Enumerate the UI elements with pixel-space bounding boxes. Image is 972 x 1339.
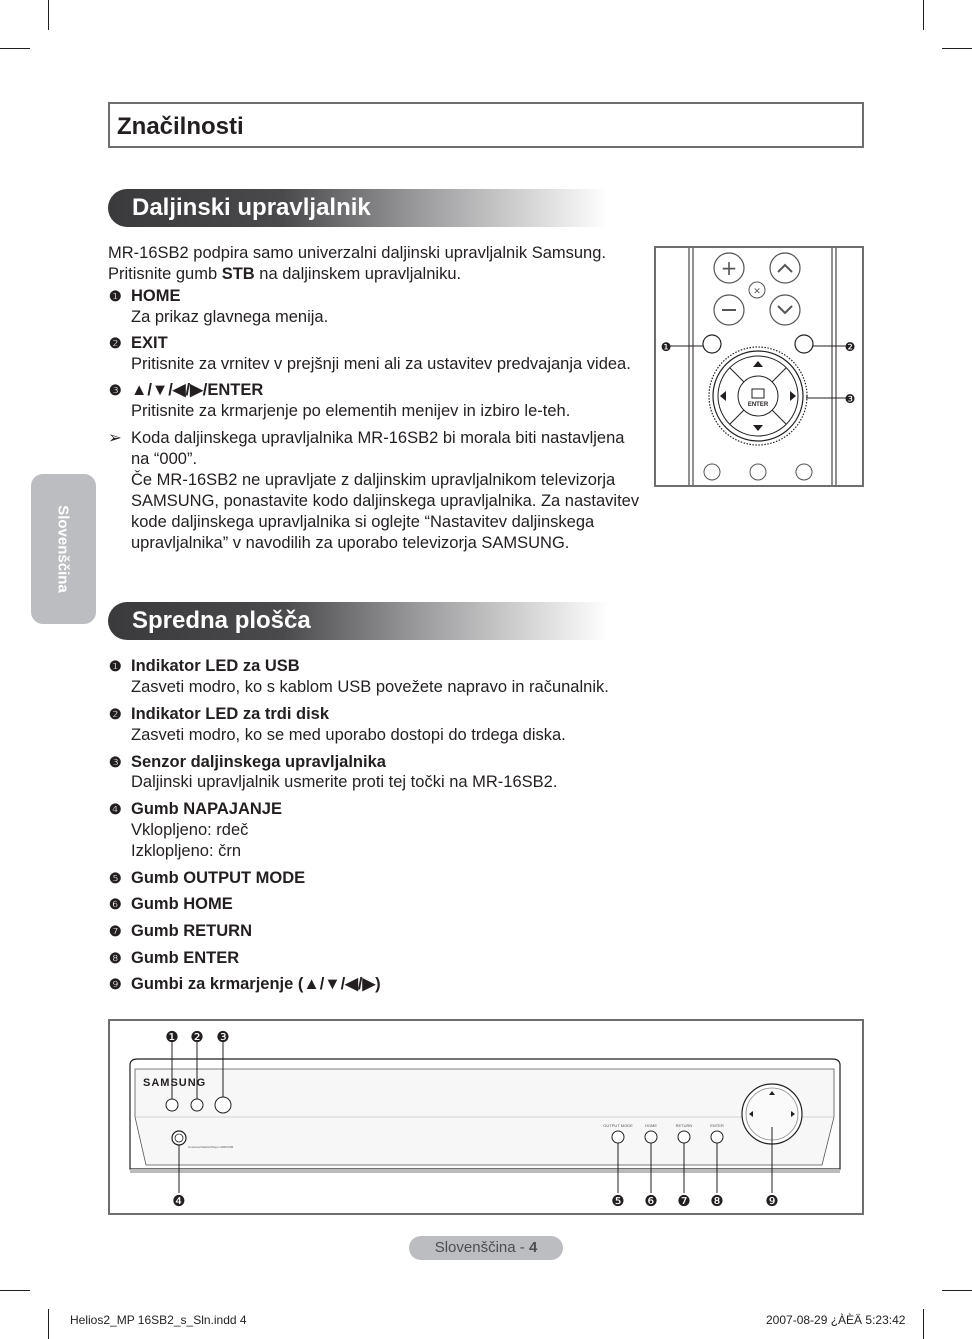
item-number: ❼	[109, 923, 122, 939]
item-number: ❻	[109, 896, 122, 912]
item-title: Gumbi za krmarjenje (▲/▼/◀/▶)	[131, 975, 381, 993]
crop-mark	[923, 0, 924, 30]
note-line: SAMSUNG, ponastavite kodo daljinskega upravljalnika. Za nastavitev	[131, 492, 640, 510]
side-tab-label: Slovenščina	[54, 505, 72, 593]
front-panel-illustration	[108, 1019, 864, 1215]
item-title: ▲/▼/◀/▶/ENTER	[131, 381, 264, 399]
item-title: Gumb OUTPUT MODE	[131, 869, 306, 887]
item-title: Gumb NAPAJANJE	[131, 800, 282, 818]
crop-mark	[942, 48, 972, 49]
callout-6: ❻	[644, 1192, 658, 1210]
footer-filename: Helios2_MP 16SB2_s_Sln.indd 4	[70, 1313, 247, 1327]
callout-9: ❾	[765, 1192, 779, 1210]
remote-drawing	[656, 248, 862, 485]
item-desc: Daljinski upravljalnik usmerite proti tej točki na MR-16SB2.	[131, 773, 558, 791]
item-number: ❶	[109, 658, 122, 674]
item-number: ❷	[109, 706, 122, 722]
page-title-box	[108, 102, 864, 148]
callout-1: ❶	[660, 340, 672, 354]
section-header-front-panel	[108, 602, 608, 640]
note-line: Koda daljinskega upravljalnika MR-16SB2 bi morala biti nastavljena	[131, 429, 625, 447]
crop-mark	[942, 1290, 972, 1291]
intro-line-1: MR-16SB2 podpira samo univerzalni daljinski upravljalnik Samsung.	[108, 244, 606, 262]
intro-line-2: Pritisnite gumb STB na daljinskem upravljalniku.	[108, 265, 462, 283]
item-desc: Pritisnite za vrnitev v prejšnji meni ali za ustavitev predvajanja videa.	[131, 355, 631, 373]
item-desc: Pritisnite za krmarjenje po elementih menijev in izbiro le-teh.	[131, 402, 571, 420]
output-mode-label: OUTPUT MODE	[603, 1123, 633, 1128]
section-title: Daljinski upravljalnik	[132, 194, 371, 221]
section-title: Spredna plošča	[132, 607, 311, 634]
svg-text:✕: ✕	[753, 287, 761, 297]
item-number: ❶	[109, 288, 122, 304]
item-title: Gumb ENTER	[131, 949, 240, 967]
page-title: Značilnosti	[117, 113, 244, 140]
footer-timestamp: 2007-08-29 ¿ÀÈÄ 5:23:42	[766, 1313, 906, 1327]
callout-8: ❽	[710, 1192, 724, 1210]
svg-text:+: +	[720, 256, 738, 280]
item-desc: Zasveti modro, ko se med uporabo dostopi do trdega diska.	[131, 726, 566, 744]
item-title: Gumb HOME	[131, 895, 233, 913]
callout-4: ❹	[172, 1192, 186, 1210]
item-title: Gumb RETURN	[131, 922, 252, 940]
item-number: ❺	[109, 870, 122, 886]
item-title: EXIT	[131, 334, 168, 352]
crop-mark	[48, 0, 49, 30]
front-panel-drawing	[110, 1021, 862, 1213]
item-desc: Izklopljeno: črn	[131, 842, 242, 860]
item-number: ❹	[109, 801, 122, 817]
callout-2: ❷	[844, 340, 856, 354]
callout-3: ❸	[216, 1028, 230, 1046]
remote-illustration	[654, 246, 864, 487]
crop-mark	[0, 48, 30, 49]
item-title: HOME	[131, 287, 181, 305]
item-title: Indikator LED za trdi disk	[131, 705, 330, 723]
section-header-remote	[108, 189, 608, 227]
callout-3: ❸	[844, 392, 856, 406]
brand-logo: SAMSUNG	[143, 1077, 207, 1089]
item-desc: Za prikaz glavnega menija.	[131, 308, 329, 326]
item-number: ❸	[109, 382, 122, 398]
note-line: kode daljinskega upravljalnika si oglejte “Nastavitev daljinskega	[131, 513, 595, 531]
callout-2: ❷	[190, 1028, 204, 1046]
crop-mark	[0, 1290, 30, 1291]
callout-7: ❼	[677, 1192, 691, 1210]
enter-label: ENTER	[747, 402, 769, 408]
item-desc: Zasveti modro, ko s kablom USB povežete napravo in računalnik.	[131, 678, 609, 696]
home-label: HOME	[645, 1123, 657, 1128]
item-title: Senzor daljinskega upravljalnika	[131, 753, 386, 771]
crop-mark	[48, 1309, 49, 1339]
item-desc: Vklopljeno: rdeč	[131, 821, 249, 839]
crop-mark	[923, 1309, 924, 1339]
item-number: ❸	[109, 754, 122, 770]
note-line: upravljalnika” v navodilih za uporabo televizorja SAMSUNG.	[131, 534, 570, 552]
callout-1: ❶	[165, 1028, 179, 1046]
return-label: RETURN	[675, 1123, 693, 1128]
item-title: Indikator LED za USB	[131, 657, 300, 675]
item-number: ❾	[109, 976, 122, 992]
item-number: ❽	[109, 950, 122, 966]
page-number: Slovenščina - 4	[409, 1236, 563, 1260]
enter-label: ENTER	[710, 1123, 724, 1128]
note-marker: ➢	[108, 429, 122, 447]
language-side-tab	[31, 474, 96, 624]
panel-small-text: Universal Media Player HDD/USB	[188, 1145, 234, 1149]
note-line: na “000”.	[131, 450, 198, 468]
note-line: Če MR-16SB2 ne upravljate z daljinskim upravljalnikom televizorja	[131, 471, 616, 489]
item-number: ❷	[109, 335, 122, 351]
callout-5: ❺	[611, 1192, 625, 1210]
